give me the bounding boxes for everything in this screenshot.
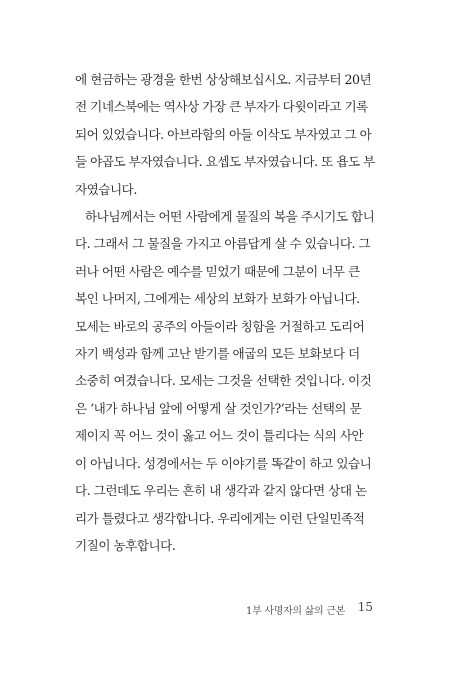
text-line: 에 현금하는 광경을 한번 상상해보십시오. 지금부터 20년: [75, 72, 372, 87]
text-line: 복인 나머지, 그에게는 세상의 보화가 보화가 아닙니다.: [75, 291, 360, 307]
text-line: 자기 백성과 함께 고난 받기를 애굽의 모든 보화보다 더: [75, 346, 360, 362]
text-line: 리가 틀렸다고 생각합니다. 우리에게는 이런 단일민족적: [75, 510, 365, 526]
text-line: 모세는 바로의 공주의 아들이라 칭함을 거절하고 도리어: [75, 318, 365, 334]
running-title: 1부 사명자의 삶의 근본: [246, 606, 345, 617]
text-line: 러나 어떤 사람은 예수를 믿었기 때문에 그분이 너무 큰: [75, 263, 360, 279]
paragraph-2: [75, 203, 375, 559]
text-line: 은 ‘내가 하나님 앞에 어떻게 살 것인가?’라는 선택의 문: [75, 400, 362, 416]
text-line: 다. 그래서 그 물질을 가지고 아름답게 살 수 있습니다. 그: [75, 236, 371, 252]
page-number: 15: [357, 600, 373, 614]
paragraph-1: [75, 66, 375, 203]
text-line: 자였습니다.: [75, 181, 137, 197]
text-line: 제이지 꼭 어느 것이 옳고 어느 것이 틀리다는 식의 사안: [75, 428, 364, 444]
text-line: 이 아닙니다. 성경에서는 두 이야기를 똑같이 하고 있습니: [75, 455, 372, 471]
text-line: 소중히 여겼습니다. 모세는 그것을 선택한 것입니다. 이것: [75, 373, 372, 389]
text-line: 들 야곱도 부자였습니다. 요셉도 부자였습니다. 또 욥도 부: [75, 154, 375, 170]
text-line: 전 기네스북에는 역사상 가장 큰 부자가 다윗이라고 기록: [75, 99, 368, 115]
text-line: 기질이 농후합니다.: [75, 537, 176, 553]
body-text: [75, 66, 375, 559]
text-line: 하나님께서는 어떤 사람에게 물질의 복을 주시기도 합니: [85, 209, 375, 225]
text-line: 다. 그런데도 우리는 흔히 내 생각과 같지 않다면 상대 논: [75, 483, 367, 499]
page-footer: [75, 600, 375, 620]
text-line: 되어 있었습니다. 아브라함의 아들 이삭도 부자였고 그 아: [75, 126, 372, 142]
